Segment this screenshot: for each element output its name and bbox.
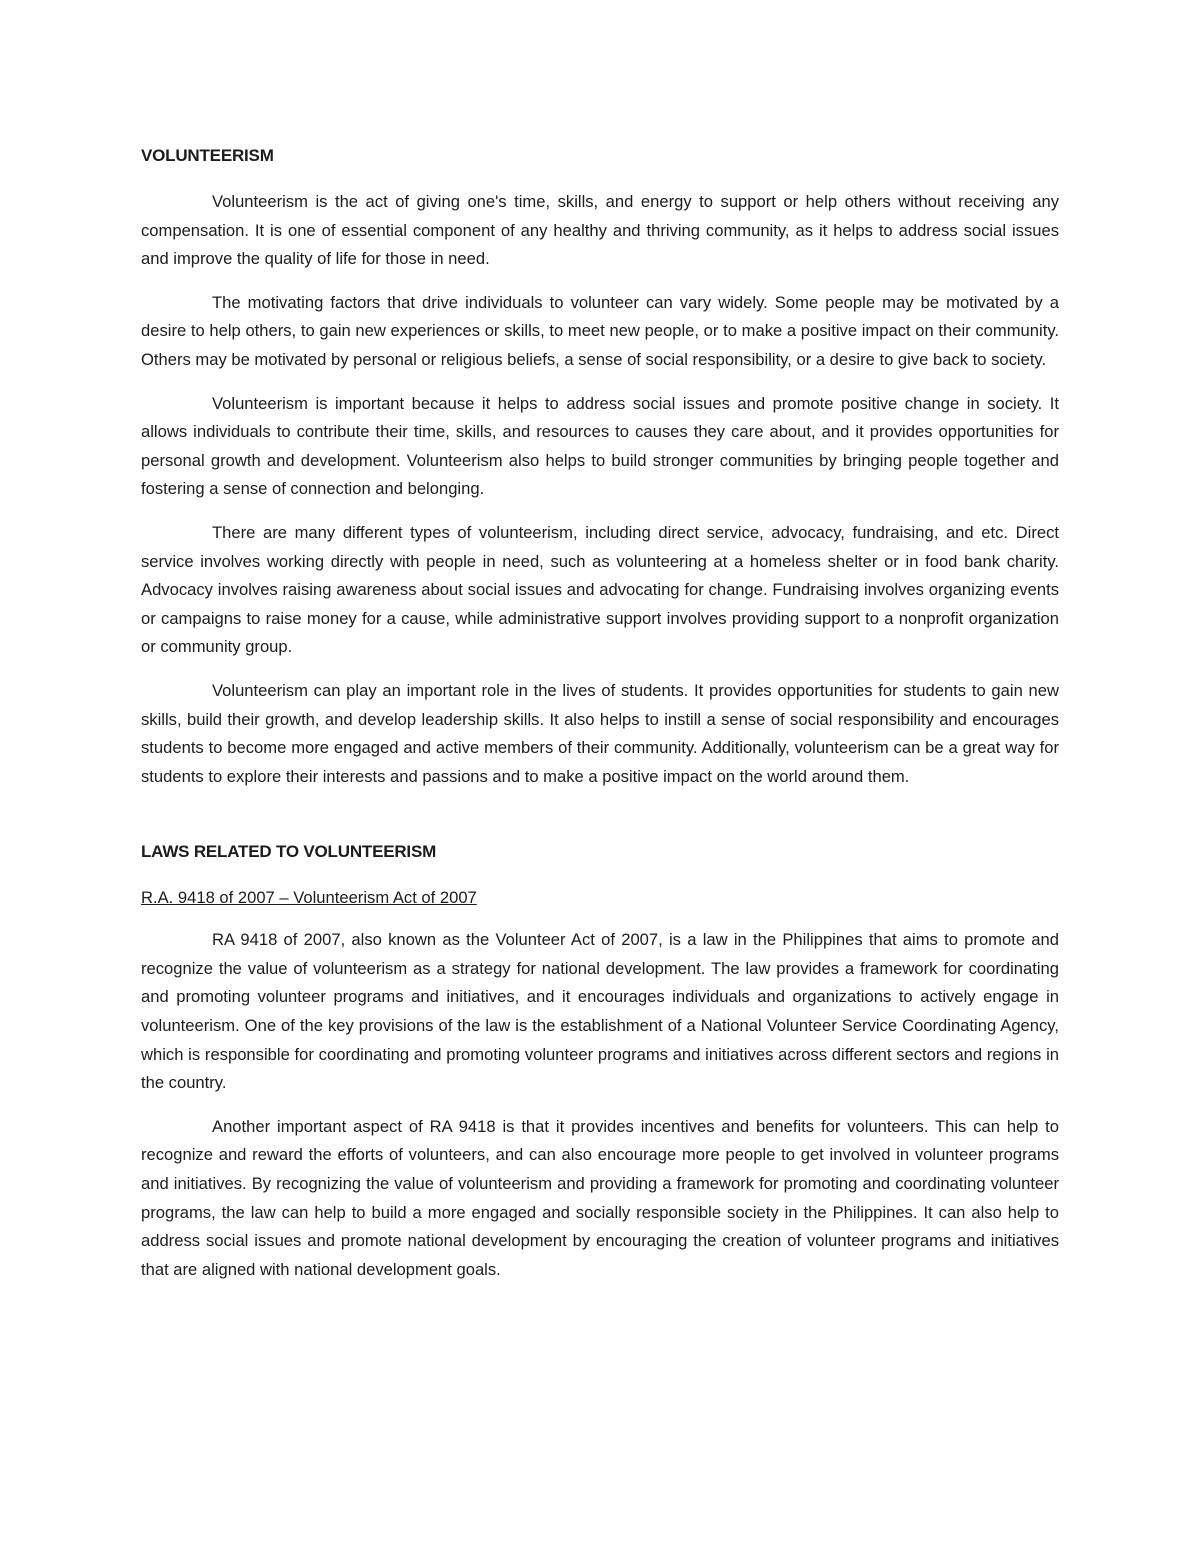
document-page	[141, 142, 1059, 1299]
paragraph-types: There are many different types of volunteerism, including direct service, advocacy, fundraising, and etc. Direct service involves working directly with people in need, such as volunteering at a homeless shelter or in food bank charity. Advocacy involves raising awareness about social issues and advocating for change. Fundraising involves organizing events or campaigns to raise money for a cause, while administrative support involves providing support to a nonprofit organization or community group.	[141, 522, 1059, 657]
paragraph-ra9418-incentives: Another important aspect of RA 9418 is that it provides incentives and benefits for volunteers. This can help to recognize and reward the efforts of volunteers, and can also encourage more people to get involved in volunteer programs and initiatives. By recognizing the value of volunteerism and providing a framework for promoting and coordinating volunteer programs, the law can help to build a more engaged and socially responsible society in the Philippines. It can also help to address social issues and promote national development by encouraging the creation of volunteer programs and initiatives that are aligned with national development goals.	[141, 1116, 1059, 1279]
section-title-laws: LAWS RELATED TO VOLUNTEERISM	[141, 842, 437, 862]
section-spacer	[141, 806, 1059, 838]
paragraph-students: Volunteerism can play an important role in the lives of students. It provides opportunities for students to gain new skills, build their growth, and develop leadership skills. It also helps to instill a sense of social responsibility and encourages students to become more engaged and active members of their community. Additionally, volunteerism can be a great way for students to explore their interests and passions and to make a positive impact on the world around them.	[141, 680, 1059, 786]
paragraph-definition: Volunteerism is the act of giving one's time, skills, and energy to support or help others without receiving any compensation. It is one of essential component of any healthy and thriving community, as it helps to address social issues and improve the quality of life for those in need.	[141, 192, 1059, 269]
paragraph-importance: Volunteerism is important because it helps to address social issues and promote positive change in society. It allows individuals to contribute their time, skills, and resources to causes they care about, and it provides opportunities for personal growth and development. Volunteerism also helps to build stronger communities by bringing people together and fostering a sense of connection and belonging.	[141, 393, 1059, 499]
paragraph-motivating-factors: The motivating factors that drive individuals to volunteer can vary widely. Some people may be motivated by a desire to help others, to gain new experiences or skills, to meet new people, or to make a positive impact on their community. Others may be motivated by personal or religious beliefs, a sense of social responsibility, or a desire to give back to society.	[141, 292, 1059, 369]
law-subtitle: R.A. 9418 of 2007 – Volunteerism Act of 2007	[141, 888, 477, 908]
section-title-volunteerism: VOLUNTEERISM	[141, 146, 274, 165]
paragraph-ra9418-overview: RA 9418 of 2007, also known as the Volunteer Act of 2007, is a law in the Philippines that aims to promote and recognize the value of volunteerism as a strategy for national development. The law provides a framework for coordinating and promoting volunteer programs and initiatives, and it encourages individuals and organizations to actively engage in volunteerism. One of the key provisions of the law is the establishment of a National Volunteer Service Coordinating Agency, which is responsible for coordinating and promoting volunteer programs and initiatives across different sectors and regions in the country.	[141, 930, 1059, 1093]
